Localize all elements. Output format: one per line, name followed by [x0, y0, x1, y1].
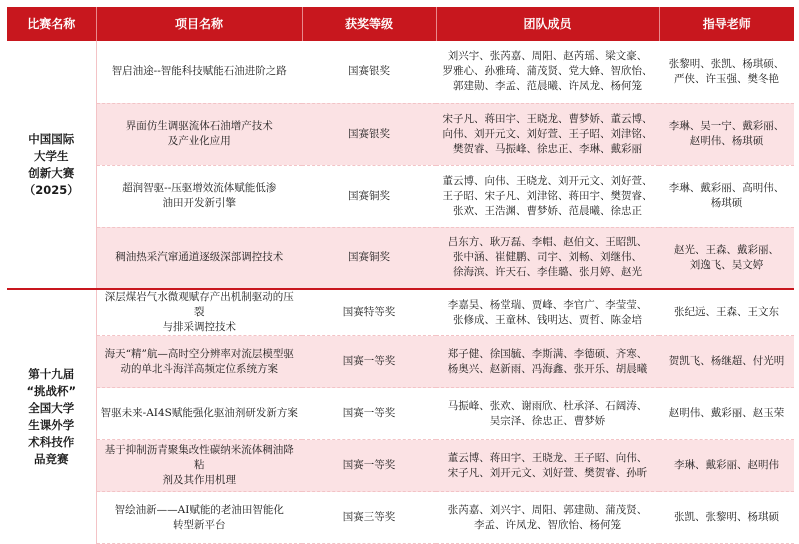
project-name: 智启油途--智能科技赋能石油进阶之路 — [96, 41, 302, 103]
advisors: 李琳、戴彩丽、赵明伟 — [659, 440, 794, 492]
award-level: 国赛银奖 — [302, 103, 436, 165]
team-members: 郑子健、徐国毓、李斯满、李德硕、齐寒、 杨奥兴、赵新雨、冯海鑫、张开乐、胡晨曦 — [436, 336, 659, 388]
award-level: 国赛一等奖 — [302, 440, 436, 492]
team-members: 刘兴宇、张芮嘉、周阳、赵芮瑶、梁文豪、 罗雅心、孙雅琦、蒲茂贤、党大蜂、智欣怡、 郭建勋、李孟、范晨曦、许凤龙、杨何笼 — [436, 41, 659, 103]
award-level: 国赛铜奖 — [302, 165, 436, 227]
table-row — [7, 41, 794, 103]
award-level: 国赛一等奖 — [302, 336, 436, 388]
project-name: 海天“精”航—高时空分辨率对流层模型驱 动的单北斗海洋高频定位系统方案 — [96, 336, 302, 388]
table-row — [7, 227, 794, 289]
project-name: 超润智驱--压驱增效流体赋能低渗 油田开发新引擎 — [96, 165, 302, 227]
competition-name: 中国国际 大学生 创新大赛 （2025） — [7, 41, 96, 289]
advisors: 李琳、戴彩丽、高明伟、 杨琪硕 — [659, 165, 794, 227]
team-members: 马振峰、张欢、谢雨欣、杜承泽、石阔涛、 吴宗泽、徐忠正、曹梦娇 — [436, 388, 659, 440]
header-members: 团队成员 — [436, 7, 659, 41]
header-competition: 比赛名称 — [7, 7, 96, 41]
project-name: 基于抑制沥青聚集改性碳纳米流体稠油降粘 剂及其作用机理 — [96, 440, 302, 492]
award-level: 国赛铜奖 — [302, 227, 436, 289]
table-row — [7, 165, 794, 227]
advisors: 李琳、吴一宁、戴彩丽、 赵明伟、杨琪硕 — [659, 103, 794, 165]
table-row — [7, 289, 794, 336]
advisors: 张纪远、王森、王文东 — [659, 289, 794, 336]
project-name: 智驱未来-AI4S赋能强化驱油剂研发新方案 — [96, 388, 302, 440]
team-members: 宋子凡、蒋田宇、王晓龙、曹梦娇、董云博、 向伟、刘开元文、刘好萱、王子昭、刘津铭、 樊贺睿、马振峰、徐忠正、李琳、戴彩丽 — [436, 103, 659, 165]
team-members: 李嘉昊、杨堂瑞、贾峰、李官广、李莹莹、 张修成、王童林、钱明达、贾哲、陈金培 — [436, 289, 659, 336]
table-row — [7, 388, 794, 440]
award-level: 国赛特等奖 — [302, 289, 436, 336]
advisors: 贺凯飞、杨继超、付光明 — [659, 336, 794, 388]
project-name: 智绘油新——AI赋能的老油田智能化 转型新平台 — [96, 492, 302, 544]
award-level: 国赛银奖 — [302, 41, 436, 103]
team-members: 董云博、蒋田宇、王晓龙、王子昭、向伟、 宋子凡、刘开元文、刘好萱、樊贺睿、孙昕 — [436, 440, 659, 492]
award-level: 国赛一等奖 — [302, 388, 436, 440]
header-project: 项目名称 — [96, 7, 302, 41]
project-name: 深层煤岩气水微观赋存产出机制驱动的压裂 与排采调控技术 — [96, 289, 302, 336]
table-row — [7, 336, 794, 388]
team-members: 董云博、向伟、王晓龙、刘开元文、刘好萱、 王子昭、宋子凡、刘津铭、蒋田宇、樊贺睿、 张欢、王浩渊、曹梦娇、范晨曦、徐忠正 — [436, 165, 659, 227]
advisors: 张凯、张黎明、杨琪硕 — [659, 492, 794, 544]
header-award: 获奖等级 — [302, 7, 436, 41]
project-name: 界面仿生调驱流体石油增产技术 及产业化应用 — [96, 103, 302, 165]
team-members: 张芮嘉、刘兴宇、周阳、郭建勋、蒲茂贤、 李孟、许凤龙、智欣怡、杨何笼 — [436, 492, 659, 544]
table-row — [7, 440, 794, 492]
table-row — [7, 103, 794, 165]
header-teachers: 指导老师 — [659, 7, 794, 41]
advisors: 赵光、王森、戴彩丽、 刘逸飞、吴文婷 — [659, 227, 794, 289]
competition-name: 第十九届 “挑战杯” 全国大学 生课外学 术科技作 品竞赛 — [7, 289, 96, 544]
advisors: 张黎明、张凯、杨琪硕、 严侠、许玉强、樊冬艳 — [659, 41, 794, 103]
table-row — [7, 492, 794, 544]
team-members: 吕东方、耿万磊、李帽、赵伯文、王昭凯、 张中涵、崔健鹏、司宇、刘畅、刘继伟、 徐海滨、许天石、李佳璐、张月婷、赵光 — [436, 227, 659, 289]
award-level: 国赛三等奖 — [302, 492, 436, 544]
awards-table-container — [7, 7, 794, 531]
awards-table — [7, 7, 794, 544]
header-row — [7, 7, 794, 41]
advisors: 赵明伟、戴彩丽、赵玉荣 — [659, 388, 794, 440]
project-name: 稠油热采汽窜通道逐级深部调控技术 — [96, 227, 302, 289]
